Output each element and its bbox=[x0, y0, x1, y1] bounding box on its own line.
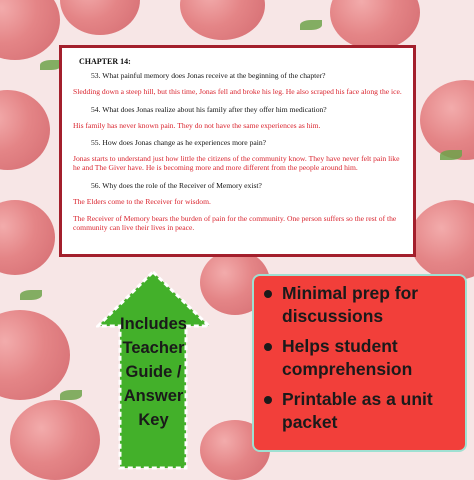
leaf-icon bbox=[20, 290, 42, 300]
features-box bbox=[252, 274, 467, 452]
feature-item: Printable as a unit packet bbox=[260, 388, 459, 434]
leaf-icon bbox=[300, 20, 322, 30]
feature-item: Minimal prep for discussions bbox=[260, 282, 459, 328]
arrow-line: Includes bbox=[120, 315, 187, 333]
leaf-icon bbox=[60, 390, 82, 400]
answer-54: His family has never known pain. They do not have the same experiences as him. bbox=[73, 120, 321, 130]
leaf-icon bbox=[440, 150, 462, 160]
question-54: 54. What does Jonas realize about his family after they offer him medication? bbox=[91, 104, 327, 114]
apple-icon bbox=[0, 200, 55, 275]
apple-icon bbox=[0, 310, 70, 400]
answer-56: The Elders come to the Receiver for wisdom. bbox=[73, 196, 211, 206]
arrow-text bbox=[96, 312, 211, 432]
feature-item: Helps student comprehension bbox=[260, 335, 459, 381]
apple-icon bbox=[180, 0, 265, 40]
apple-icon bbox=[60, 0, 140, 35]
apple-icon bbox=[420, 80, 474, 160]
question-53: 53. What painful memory does Jonas receive at the beginning of the chapter? bbox=[91, 71, 326, 81]
apple-icon bbox=[10, 400, 100, 480]
apple-icon bbox=[410, 200, 474, 280]
arrow-line: Teacher bbox=[122, 339, 185, 357]
question-55: 55. How does Jonas change as he experiences more pain? bbox=[91, 138, 267, 148]
apple-icon bbox=[0, 90, 50, 170]
apple-icon bbox=[0, 0, 60, 60]
answer-55: Jonas starts to understand just how little the citizens of the community know. They have never felt pain like he and The Giver have. He is becoming more and more different from the people around him. bbox=[73, 154, 400, 173]
worksheet-page bbox=[59, 45, 416, 257]
apple-icon bbox=[330, 0, 420, 50]
teacher-guide-arrow bbox=[96, 270, 211, 470]
arrow-line: Key bbox=[138, 411, 169, 429]
answer-56-extra: The Receiver of Memory bears the burden of pain for the community. One person suffers so the rest of the community can live their lives in peace. bbox=[73, 214, 397, 233]
question-56: 56. Why does the role of the Receiver of Memory exist? bbox=[91, 180, 262, 190]
arrow-line: Answer bbox=[123, 387, 184, 405]
chapter-heading: CHAPTER 14: bbox=[79, 57, 131, 66]
answer-53: Sledding down a steep hill, but this time, Jonas fell and broke his leg. He also scraped his face along the ice. bbox=[73, 87, 402, 97]
features-list bbox=[260, 282, 459, 434]
arrow-line: Guide / bbox=[125, 363, 182, 381]
